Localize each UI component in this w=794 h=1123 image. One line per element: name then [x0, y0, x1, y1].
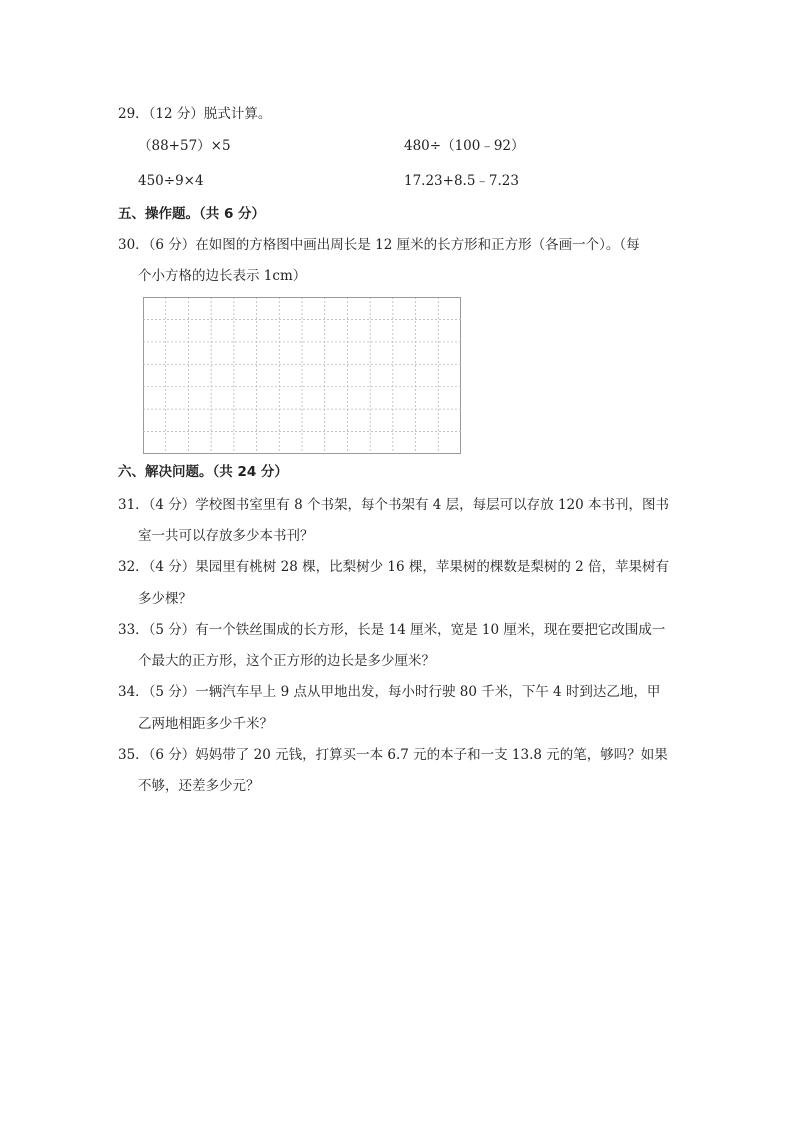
q33-line-2: 个最大的正方形，这个正方形的边长是多少厘米？ — [138, 653, 435, 669]
q29-expr-3: 450÷9×4 — [138, 173, 204, 189]
q29-expr-2: 480÷（100﹣92） — [404, 138, 525, 154]
square-grid — [143, 297, 461, 454]
section-6-heading: 六、解决问题。（共 24 分） — [118, 464, 288, 480]
q29-expr-1: （88+57）×5 — [138, 138, 231, 154]
q29-expr-4: 17.23+8.5﹣7.23 — [404, 173, 519, 189]
section-5-heading: 五、操作题。（共 6 分） — [118, 206, 266, 222]
q34-line-2: 乙两地相距多少千米？ — [138, 716, 273, 732]
q32-line-1: 32．（4 分）果园里有桃树 28 棵，比梨树少 16 棵，苹果树的棵数是梨树的 2 倍，苹果树有 — [118, 559, 670, 575]
q31-line-1: 31．（4 分）学校图书室里有 8 个书架，每个书架有 4 层，每层可以存放 120 本书刊，图书 — [118, 497, 670, 513]
q34-line-1: 34．（5 分）一辆汽车早上 9 点从甲地出发，每小时行驶 80 千米，下午 4 时到达乙地，甲 — [118, 684, 661, 700]
q31-line-2: 室一共可以存放多少本书刊？ — [138, 528, 314, 544]
q35-line-2: 不够，还差多少元？ — [138, 778, 260, 794]
q33-line-1: 33．（5 分）有一个铁丝围成的长方形，长是 14 厘米，宽是 10 厘米，现在要把它改围成一 — [118, 622, 666, 638]
q32-line-2: 多少棵？ — [138, 591, 192, 607]
q29-title: 29．（12 分）脱式计算。 — [118, 106, 272, 122]
q35-line-1: 35．（6 分）妈妈带了 20 元钱，打算买一本 6.7 元的本子和一支 13.8 元的笔，够吗？如果 — [118, 747, 668, 763]
q30-line-1: 30．（6 分）在如图的方格图中画出周长是 12 厘米的长方形和正方形（各画一个）。（每 — [118, 237, 640, 253]
q30-line-2: 个小方格的边长表示 1cm） — [138, 268, 307, 284]
